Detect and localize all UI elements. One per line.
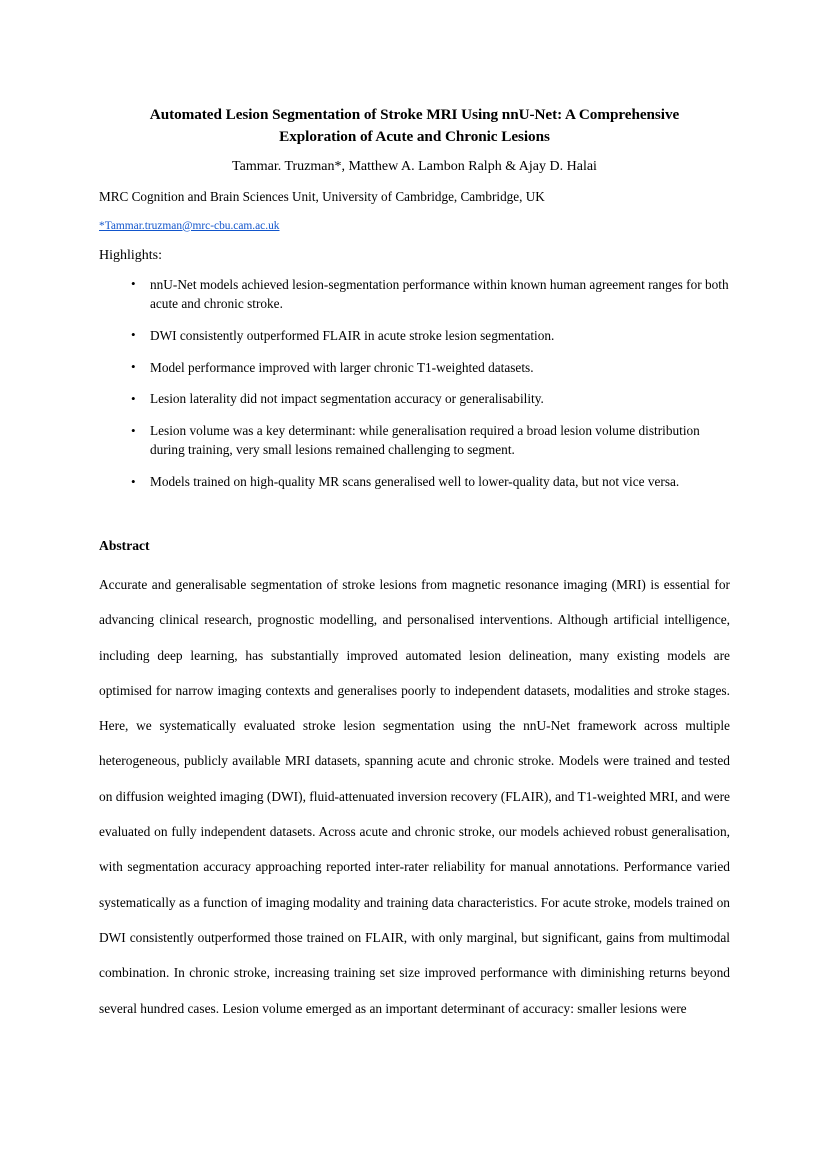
list-item-text: Lesion volume was a key determinant: while generalisation required a broad lesion volume distribution during training, very small lesions remained challenging to segment. [150, 423, 700, 458]
list-item [99, 359, 730, 378]
list-item-text: Model performance improved with larger chronic T1-weighted datasets. [150, 359, 534, 375]
bullet-icon: • [131, 473, 136, 489]
page-content [99, 104, 730, 1026]
highlights-heading: Highlights: [99, 248, 163, 264]
abstract-body: Accurate and generalisable segmentation of stroke lesions from magnetic resonance imaging (MRI) is essential for advancing clinical research, prognostic modelling, and personalised interventions. Although artificial intelligence, including deep learning, has substantially improved automated lesion delineation, many existing models are optimised for narrow imaging contexts and generalises poorly to independent datasets, modalities and stroke stages. Here, we systematically evaluated stroke lesion segmentation using the nnU-Net framework across multiple heterogeneous, publicly available MRI datasets, spanning acute and chronic stroke. Models were trained and tested on diffusion weighted imaging (DWI), fluid-attenuated inversion recovery (FLAIR), and T1-weighted MRI, and were evaluated on fully independent datasets. Across acute and chronic stroke, our models achieved robust generalisation, with segmentation accuracy approaching reported inter-rater reliability for manual annotations. Performance varied systematically as a function of imaging modality and training data characteristics. For acute stroke, models trained on DWI consistently outperformed those trained on FLAIR, with only marginal, but significant, gains from multimodal combination. In chronic stroke, increasing training set size improved performance with diminishing returns beyond several hundred cases. Lesion volume emerged as an important determinant of accuracy: smaller lesions were [99, 576, 730, 1016]
list-item-text: Lesion laterality did not impact segmentation accuracy or generalisability. [150, 391, 544, 407]
list-item [99, 276, 730, 314]
corresponding-email-link[interactable]: *Tammar.truzman@mrc-cbu.cam.ac.uk [99, 219, 280, 232]
affiliation: MRC Cognition and Brain Sciences Unit, University of Cambridge, Cambridge, UK [99, 188, 545, 204]
list-item-text: nnU-Net models achieved lesion-segmentation performance within known human agreement ranges for both acute and chronic stroke. [150, 276, 729, 311]
list-item [99, 422, 730, 460]
bullet-icon: • [131, 327, 136, 343]
page-title [99, 104, 730, 147]
list-item-text: Models trained on high-quality MR scans generalised well to lower-quality data, but not vice versa. [150, 474, 680, 490]
list-item [99, 327, 730, 346]
bullet-icon: • [131, 276, 136, 292]
author-list: Tammar. Truzman*, Matthew A. Lambon Ralph & Ajay D. Halai [232, 159, 597, 175]
list-item [99, 390, 730, 409]
list-item [99, 473, 730, 492]
highlights-list [99, 276, 730, 492]
bullet-icon: • [131, 390, 136, 406]
title-line-1: Automated Lesion Segmentation of Stroke MRI Using nnU-Net: A Comprehensive [149, 106, 680, 123]
abstract-heading: Abstract [99, 537, 150, 553]
bullet-icon: • [131, 359, 136, 375]
bullet-icon: • [131, 422, 136, 438]
list-item-text: DWI consistently outperformed FLAIR in acute stroke lesion segmentation. [150, 327, 555, 343]
title-line-2: Exploration of Acute and Chronic Lesions [279, 127, 550, 145]
corresponding-email-line [99, 215, 730, 236]
